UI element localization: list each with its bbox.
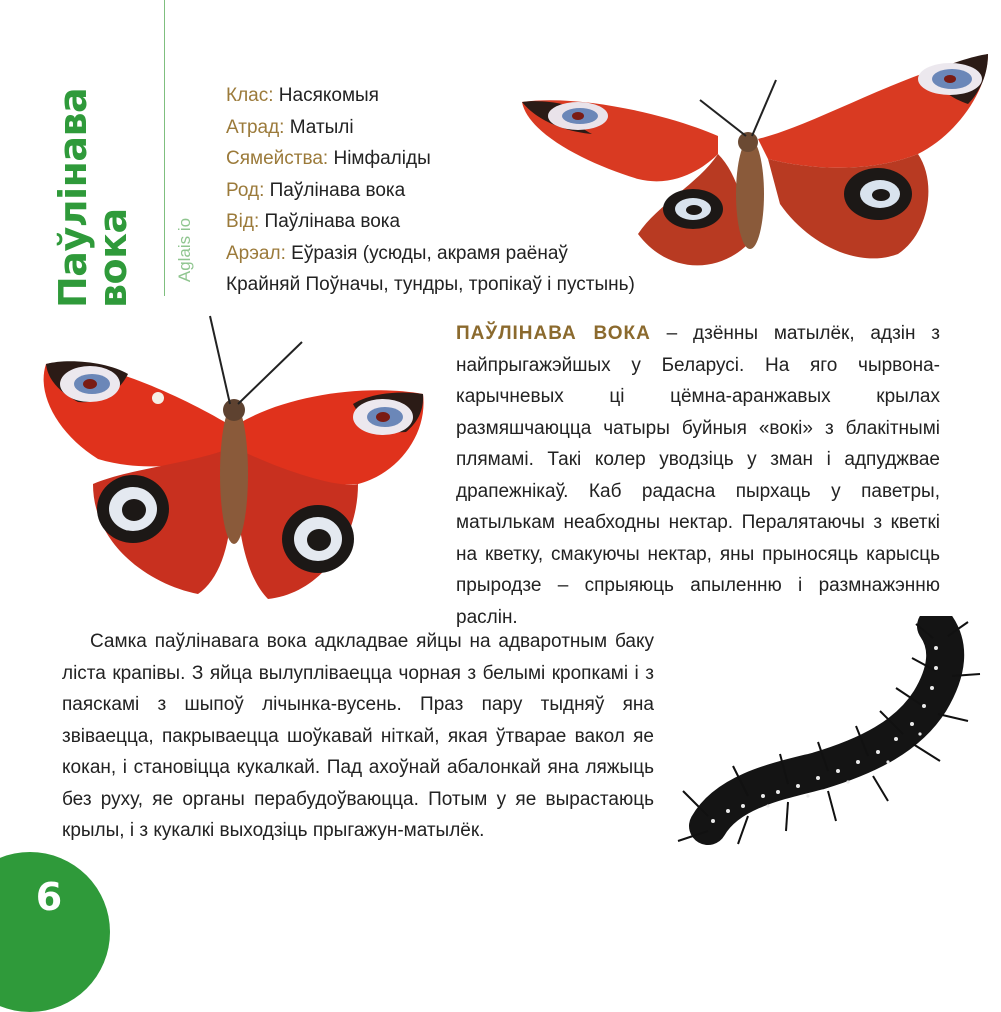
latin-name xyxy=(168,200,208,300)
fact-label: Від: xyxy=(226,211,260,232)
lifecycle-paragraph: Самка паўлінавага вока адкладвае яйцы на адваротным баку ліста крапівы. З яйца вылупліваецца чорная з белымі кропкамі і з паяскамі з шыпоў лічынка-вусень. Праз пару тыдняў яна звіваецца, пакрываецца шоўкавай ніткай, якая ўтварае вакол яе кокан, і становіцца кукалкай. Пад ахоўнай абалонкай яна ляжыць без руху, яе органы перабудоўваюцца. Потым у яе вырастаюць крылы, і з кукалкі выходзіць прыгажун-матылёк. xyxy=(62,631,654,841)
fact-value: Матылі xyxy=(289,116,354,138)
title-line-2: вока xyxy=(91,208,135,308)
fact-label: Арэал: xyxy=(226,242,286,264)
butterfly-photo-top xyxy=(518,44,998,284)
species-name-emphasis: ПАЎЛІНАВА ВОКА xyxy=(456,323,651,344)
fact-label: Сямейства: xyxy=(226,148,329,169)
latin-name-text: Aglais io xyxy=(175,217,194,283)
fact-label: Атрад: xyxy=(226,116,285,138)
fact-value: Німфаліды xyxy=(333,148,431,169)
fact-value: Еўразія (усюды, акрамя раёнаў xyxy=(291,242,568,264)
description-text: – дзённы матылёк, адзін з найпрыгажэйшых у Беларусі. На яго чырвона-карычневых ці цёмна-аранжавых крылах размяшчаюцца чатыры буйныя «вокі» з блакітнымі плямамі. Такі колер уводзіць у зман і адпуджвае драпежнікаў. Каб радасна пырхаць у паветры, матылькам неабходны нектар. Пералятаючы з кветкі на кветку, смакуючы нектар, яны прыносяць карысць прыродзе – спрыяюць апыленню і размнажэнню раслін. xyxy=(456,323,941,628)
title-divider xyxy=(164,0,165,296)
fact-label: Род: xyxy=(226,179,265,201)
fact-row-range-continued: Крайняй Поўначы, тундры, тропікаў і пустынь) xyxy=(226,274,635,295)
title-line-1: Паўлінава xyxy=(51,87,95,308)
fact-label: Клас: xyxy=(226,85,274,106)
page-number: 6 xyxy=(35,875,63,919)
fact-value: Паўлінава вока xyxy=(264,211,401,232)
butterfly-photo-left xyxy=(38,314,428,614)
caterpillar-photo xyxy=(668,616,988,852)
fact-value: Паўлінава вока xyxy=(269,179,406,201)
description-paragraph xyxy=(456,318,940,633)
page-title xyxy=(38,87,148,308)
fact-value: Насякомыя xyxy=(278,85,379,106)
